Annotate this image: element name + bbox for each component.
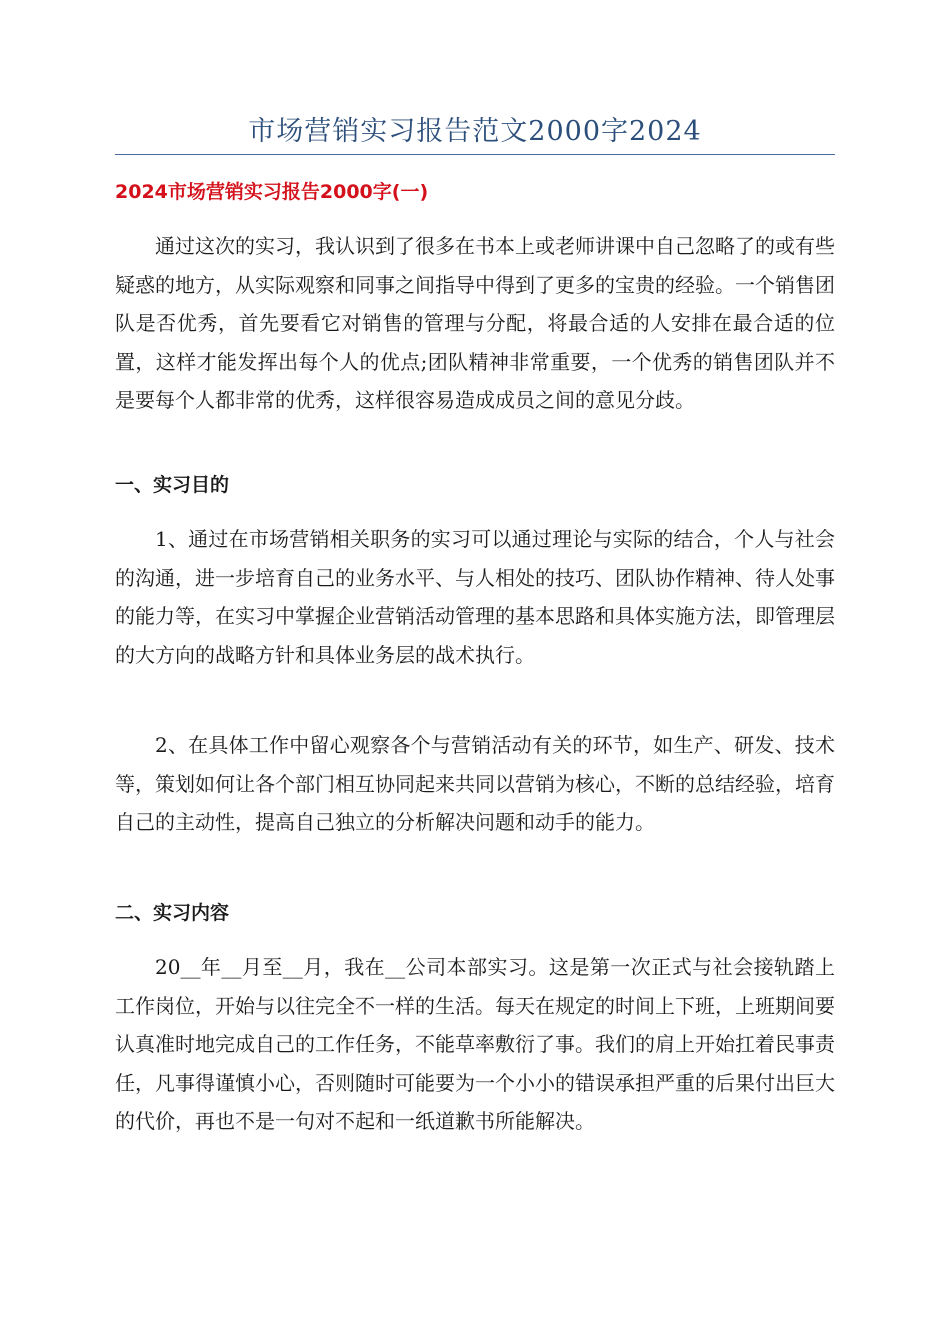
section-heading-purpose: 一、实习目的 <box>115 474 230 496</box>
purpose-item-1: 1、通过在市场营销相关职务的实习可以通过理论与实际的结合，个人与社会的沟通，进一步培育自己的业务水平、与人相处的技巧、团队协作精神、待人处事的能力等，在实习中掌握企业营销活动管理的基本思路和具体实施方法，即管理层的大方向的战略方针和具体业务层的战术执行。 <box>115 527 835 667</box>
title-divider <box>115 154 835 155</box>
report-subtitle: 2024市场营销实习报告2000字(一) <box>115 181 429 203</box>
intro-paragraph: 通过这次的实习，我认识到了很多在书本上或老师讲课中自己忽略了的或有些疑惑的地方，从实际观察和同事之间指导中得到了更多的宝贵的经验。一个销售团队是否优秀，首先要看它对销售的管理与分配，将最合适的人安排在最合适的位置，这样才能发挥出每个人的优点;团队精神非常重要，一个优秀的销售团队并不是要每个人都非常的优秀，这样很容易造成成员之间的意见分歧。 <box>115 234 835 412</box>
document-title: 市场营销实习报告范文2000字2024 <box>248 116 702 147</box>
content-paragraph-1: 20__年__月至__月，我在__公司本部实习。这是第一次正式与社会接轨踏上工作岗位，开始与以往完全不一样的生活。每天在规定的时间上下班，上班期间要认真准时地完成自己的工作任务，不能草率敷衍了事。我们的肩上开始扛着民事责任，凡事得谨慎小心，否则随时可能要为一个小小的错误承担严重的后果付出巨大的代价，再也不是一句对不起和一纸道歉书所能解决。 <box>115 955 835 1133</box>
section-heading-content: 二、实习内容 <box>115 902 230 924</box>
purpose-item-2: 2、在具体工作中留心观察各个与营销活动有关的环节，如生产、研发、技术等，策划如何让各个部门相互协同起来共同以营销为核心，不断的总结经验，培育自己的主动性，提高自己独立的分析解决问题和动手的能力。 <box>115 733 835 834</box>
